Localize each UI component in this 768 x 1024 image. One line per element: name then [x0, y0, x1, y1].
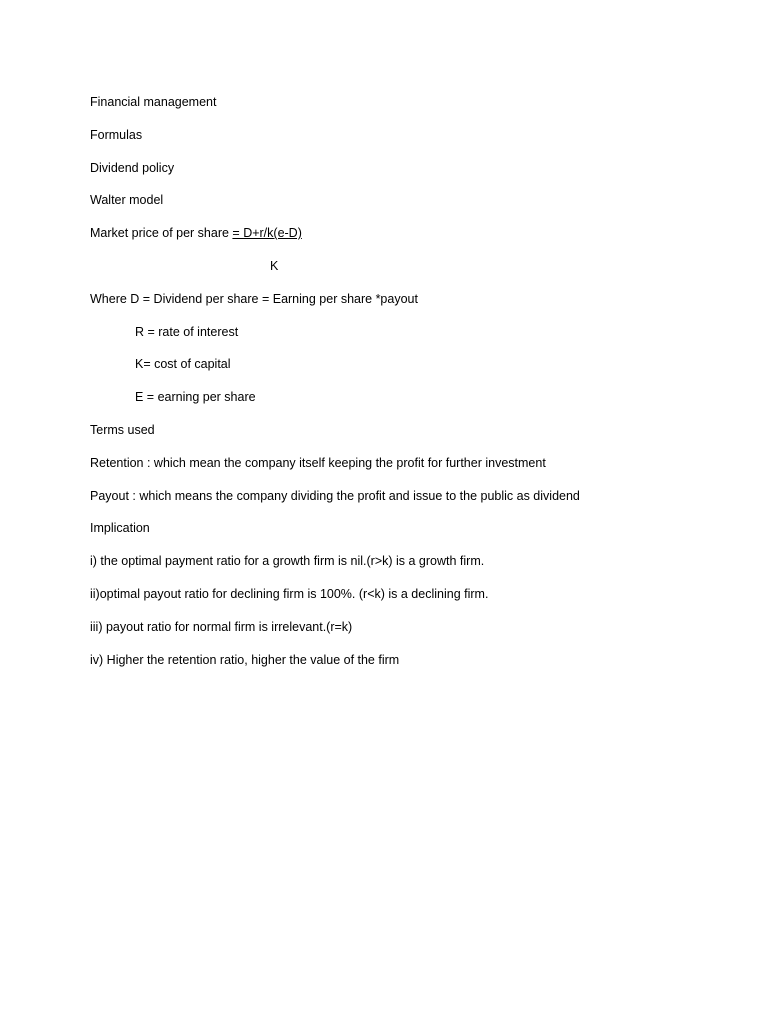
- implication-heading: Implication: [90, 521, 150, 535]
- definition-e: E = earning per share: [135, 390, 256, 404]
- implication-item: ii)optimal payout ratio for declining firm is 100%. (r<k) is a declining firm.: [90, 587, 489, 601]
- term-payout: Payout : which means the company dividing the profit and issue to the public as dividend: [90, 489, 580, 503]
- topic-heading: Dividend policy: [90, 161, 175, 175]
- term-retention: Retention : which mean the company itself keeping the profit for further investment: [90, 456, 546, 470]
- implication-item: i) the optimal payment ratio for a growth firm is nil.(r>k) is a growth firm.: [90, 554, 485, 568]
- formula-line: [90, 225, 302, 241]
- implication-item: iii) payout ratio for normal firm is irrelevant.(r=k): [90, 620, 353, 634]
- formula-numerator: = D+r/k(e-D): [232, 226, 302, 240]
- model-heading: Walter model: [90, 193, 164, 207]
- formula-label: Market price of per share: [90, 226, 233, 240]
- document-title: Financial management: [90, 95, 217, 109]
- implication-item: iv) Higher the retention ratio, higher the value of the firm: [90, 653, 400, 667]
- section-heading: Formulas: [90, 128, 143, 142]
- terms-heading: Terms used: [90, 423, 155, 437]
- formula-denominator: K: [270, 259, 279, 273]
- definition-k: K= cost of capital: [135, 357, 231, 371]
- definition-d: Where D = Dividend per share = Earning per share *payout: [90, 292, 418, 306]
- definition-r: R = rate of interest: [135, 325, 239, 339]
